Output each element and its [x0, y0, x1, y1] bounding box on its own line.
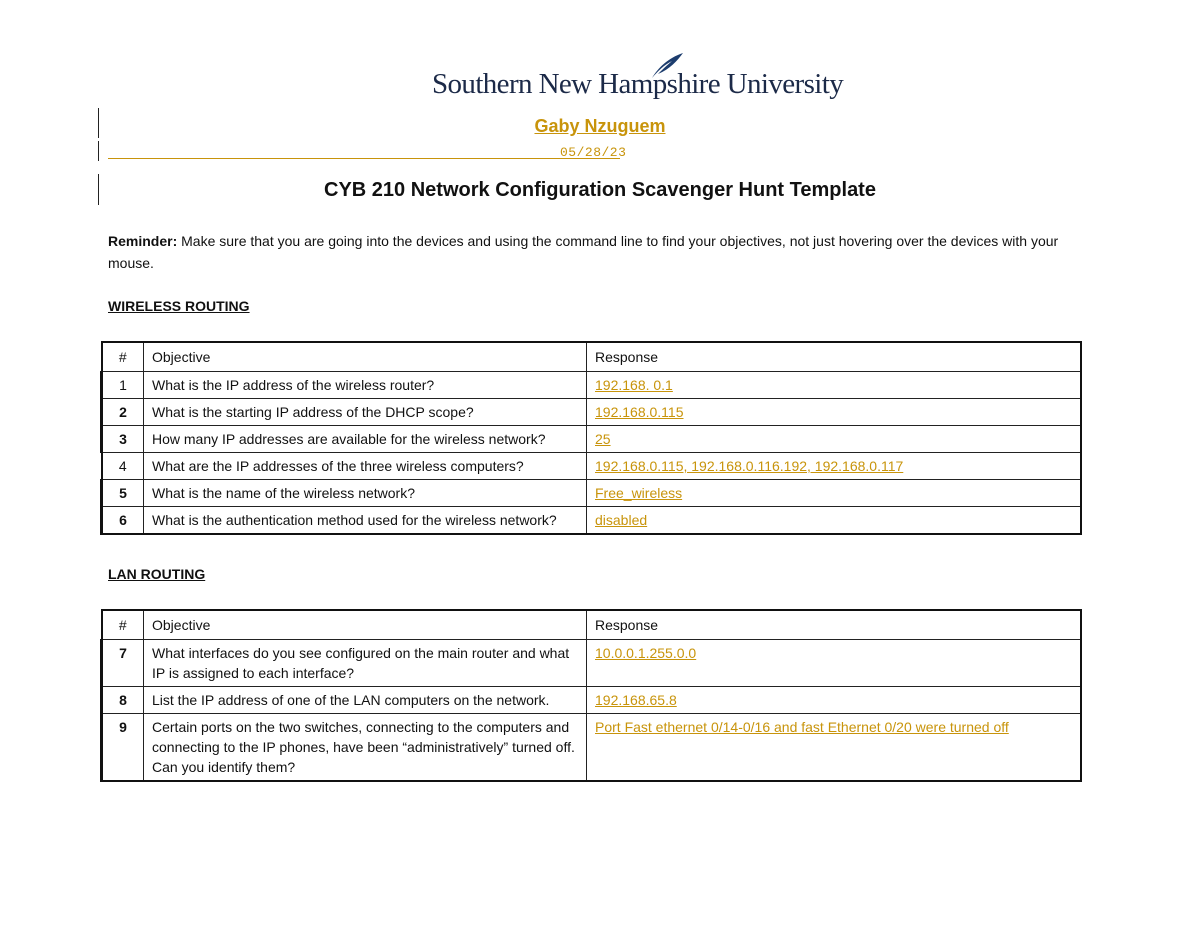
- column-header: Objective: [144, 342, 587, 372]
- objective-cell: List the IP address of one of the LAN computers on the network.: [144, 687, 587, 714]
- table-row: [102, 453, 1082, 480]
- wireless-table: [100, 341, 1082, 535]
- reminder-text: Make sure that you are going into the devices and using the command line to find your objectives, not just hovering over the devices with your mouse.: [108, 233, 1059, 271]
- response-link[interactable]: Port Fast ethernet 0/14-0/16 and fast Ethernet 0/20 were turned off: [595, 719, 1009, 735]
- logo-text: Southern New Hampshire University: [432, 68, 844, 100]
- lan-table: [100, 609, 1082, 782]
- row-number: 6: [102, 507, 144, 535]
- row-number: 2: [102, 399, 144, 426]
- document-title: CYB 210 Network Configuration Scavenger Hunt Template: [324, 179, 876, 201]
- response-cell: [587, 372, 1082, 399]
- lan-heading: LAN ROUTING: [108, 566, 206, 582]
- margin-marker: [98, 141, 99, 161]
- response-link[interactable]: 25: [595, 431, 611, 447]
- objective-cell: What is the authentication method used for the wireless network?: [144, 507, 587, 535]
- row-number: 8: [102, 687, 144, 714]
- table-row: [102, 714, 1082, 782]
- wireless-heading: WIRELESS ROUTING: [108, 298, 250, 314]
- response-link[interactable]: 192.168.65.8: [595, 692, 677, 708]
- table-row: [102, 507, 1082, 535]
- response-cell: [587, 687, 1082, 714]
- column-header: Objective: [144, 610, 587, 640]
- row-number: 3: [102, 426, 144, 453]
- objective-cell: What is the name of the wireless network?: [144, 480, 587, 507]
- response-link[interactable]: 192.168. 0.1: [595, 377, 673, 393]
- date-underline: [108, 158, 620, 159]
- response-cell: [587, 714, 1082, 782]
- objective-cell: What are the IP addresses of the three wireless computers?: [144, 453, 587, 480]
- column-header: Response: [587, 610, 1082, 640]
- response-link[interactable]: 192.168.0.115, 192.168.0.116.192, 192.168.0.117: [595, 458, 904, 474]
- table-row: [102, 640, 1082, 687]
- feather-icon: [650, 52, 684, 80]
- response-link[interactable]: 10.0.0.1.255.0.0: [595, 645, 697, 661]
- row-number: 7: [102, 640, 144, 687]
- row-number: 1: [102, 372, 144, 399]
- response-link[interactable]: 192.168.0.115: [595, 404, 684, 420]
- reminder-paragraph: [108, 230, 1088, 274]
- response-cell: [587, 399, 1082, 426]
- response-link[interactable]: disabled: [595, 512, 648, 528]
- reminder-label: Reminder:: [108, 233, 178, 249]
- row-number: 9: [102, 714, 144, 782]
- table-row: [102, 426, 1082, 453]
- objective-cell: Certain ports on the two switches, connecting to the computers and connecting to the IP phones, have been “administratively” turned off. Can you identify them?: [144, 714, 587, 782]
- objective-cell: How many IP addresses are available for the wireless network?: [144, 426, 587, 453]
- response-link[interactable]: Free_wireless: [595, 485, 683, 501]
- row-number: 5: [102, 480, 144, 507]
- column-header: #: [102, 610, 144, 640]
- table-row: [102, 480, 1082, 507]
- university-logo: [432, 52, 844, 104]
- objective-cell: What is the IP address of the wireless router?: [144, 372, 587, 399]
- column-header: Response: [587, 342, 1082, 372]
- response-cell: [587, 453, 1082, 480]
- table-header-row: [102, 342, 1082, 372]
- table-row: [102, 399, 1082, 426]
- column-header: #: [102, 342, 144, 372]
- objective-cell: What is the starting IP address of the DHCP scope?: [144, 399, 587, 426]
- response-cell: [587, 507, 1082, 535]
- date: 05/28/23: [560, 145, 627, 160]
- objective-cell: What interfaces do you see configured on the main router and what IP is assigned to each interface?: [144, 640, 587, 687]
- table-header-row: [102, 610, 1082, 640]
- response-cell: [587, 480, 1082, 507]
- table-row: [102, 687, 1082, 714]
- table-row: [102, 372, 1082, 399]
- response-cell: [587, 426, 1082, 453]
- author-name: Gaby Nzuguem: [534, 116, 666, 136]
- row-number: 4: [102, 453, 144, 480]
- response-cell: [587, 640, 1082, 687]
